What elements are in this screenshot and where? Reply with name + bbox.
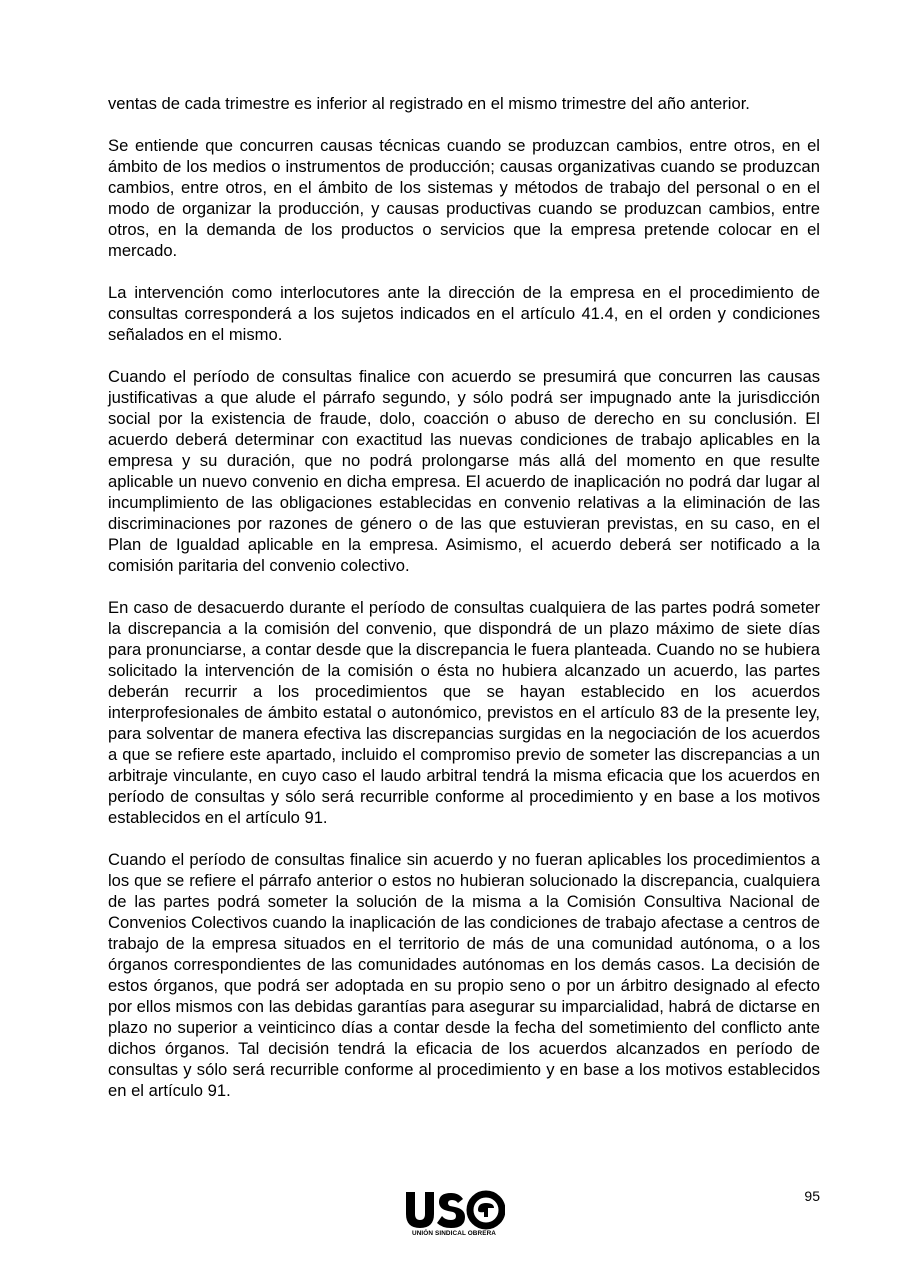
paragraph: En caso de desacuerdo durante el período de consultas cualquiera de las partes podrá someter la discrepancia a la comisión del convenio, que dispondrá de un plazo máximo de siete días para pronunciarse, a contar desde que la discrepancia le fuera planteada. Cuando no se hubiera solicitado la intervención de la comisión o ésta no hubiera alcanzado un acuerdo, las partes deberán recurrir a los procedimientos que se hayan establecido en los acuerdos interprofesionales de ámbito estatal o autonómico, previstos en el artículo 83 de la presente ley, para solventar de manera efectiva las discrepancias surgidas en la negociación de los acuerdos a que se refiere este apartado, incluido el compromiso previo de someter las discrepancias a un arbitraje vinculante, en cuyo caso el laudo arbitral tendrá la misma eficacia que los acuerdos en período de consultas y sólo será recurrible conforme al procedimiento y en base a los motivos establecidos en el artículo 91. (108, 598, 820, 827)
logo-caption: UNIÓN SINDICAL OBRERA (412, 1230, 496, 1237)
paragraph: La intervención como interlocutores ante la dirección de la empresa en el procedimiento de consultas corresponderá a los sujetos indicados en el artículo 41.4, en el orden y condiciones señalados en el mismo. (108, 283, 820, 344)
page-number: 95 (804, 1188, 820, 1204)
document-body (108, 93, 820, 1122)
uso-logo-icon (403, 1190, 505, 1230)
paragraph: Se entiende que concurren causas técnicas cuando se produzcan cambios, entre otros, en el ámbito de los medios o instrumentos de producción; causas organizativas cuando se produzcan cambios, entre otros, en el ámbito de los sistemas y métodos de trabajo del personal o en el modo de organizar la producción, y causas productivas cuando se produzcan cambios, entre otros, en la demanda de los productos o servicios que la empresa pretende colocar en el mercado. (108, 136, 820, 260)
paragraph: ventas de cada trimestre es inferior al registrado en el mismo trimestre del año anterior. (108, 94, 750, 113)
paragraph: Cuando el período de consultas finalice sin acuerdo y no fueran aplicables los procedimientos a los que se refiere el párrafo anterior o estos no hubieran solucionado la discrepancia, cualquiera de las partes podrá someter la solución de la misma a la Comisión Consultiva Nacional de Convenios Colectivos cuando la inaplicación de las condiciones de trabajo afectase a centros de trabajo de la empresa situados en el territorio de más de una comunidad autónoma, o a los órganos correspondientes de las comunidades autónomas en los demás casos. La decisión de estos órganos, que podrá ser adoptada en su propio seno o por un árbitro designado al efecto por ellos mismos con las debidas garantías para asegurar su imparcialidad, habrá de dictarse en plazo no superior a veinticinco días a contar desde la fecha del sometimiento del conflicto ante dichos órganos. Tal decisión tendrá la eficacia de los acuerdos alcanzados en período de consultas y sólo será recurrible conforme al procedimiento y en base a los motivos establecidos en el artículo 91. (108, 850, 820, 1100)
paragraph: Cuando el período de consultas finalice con acuerdo se presumirá que concurren las causas justificativas a que alude el párrafo segundo, y sólo podrá ser impugnado ante la jurisdicción social por la existencia de fraude, dolo, coacción o abuso de derecho en su conclusión. El acuerdo deberá determinar con exactitud las nuevas condiciones de trabajo aplicables en la empresa y su duración, que no podrá prolongarse más allá del momento en que resulte aplicable un nuevo convenio en dicha empresa. El acuerdo de inaplicación no podrá dar lugar al incumplimiento de las obligaciones establecidas en convenio relativas a la eliminación de las discriminaciones por razones de género o de las que estuvieran previstas, en su caso, en el Plan de Igualdad aplicable en la empresa. Asimismo, el acuerdo deberá ser notificado a la comisión paritaria del convenio colectivo. (108, 367, 820, 575)
